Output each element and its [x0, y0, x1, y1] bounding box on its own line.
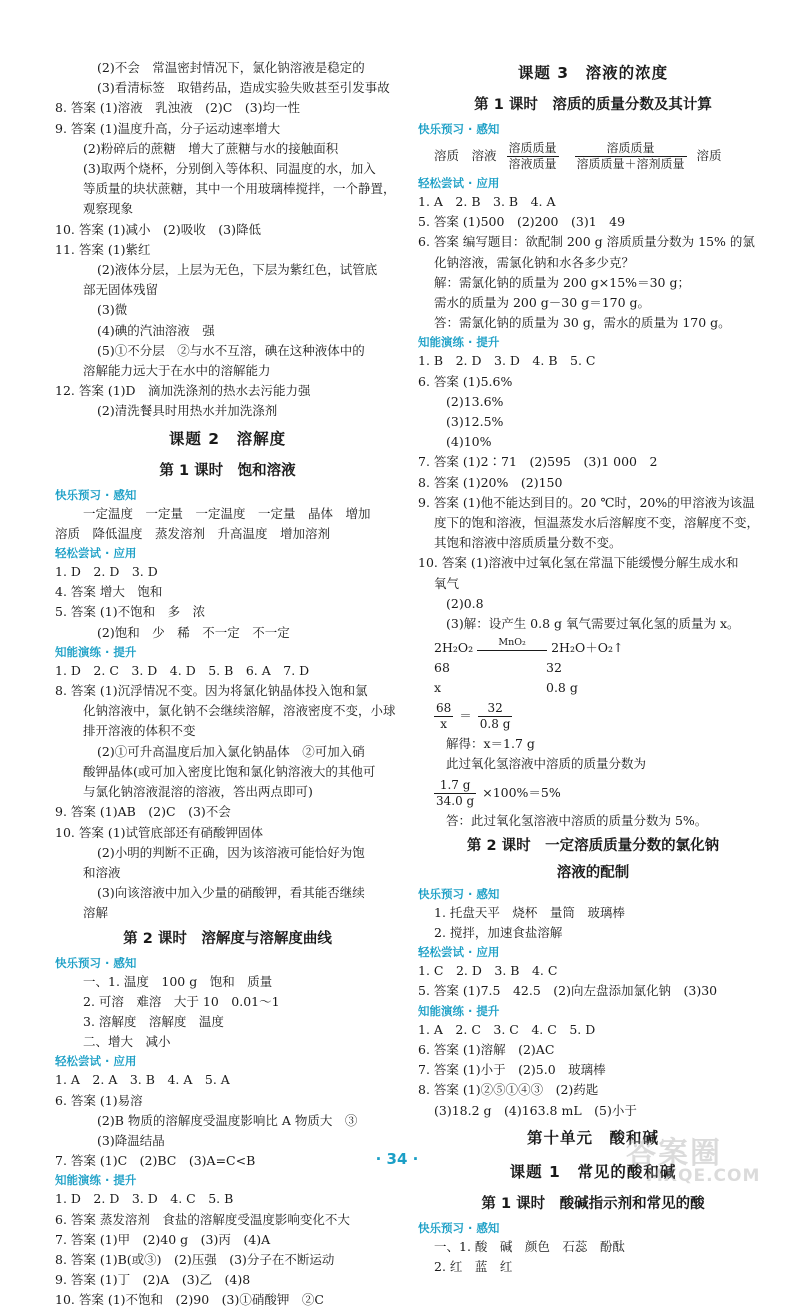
left-column	[55, 58, 400, 1311]
text-line: 7. 答案 (1)小于 (2)5.0 玻璃棒	[418, 1062, 606, 1078]
text-line: (3)取两个烧杯，分别倒入等体积、同温度的水，加入	[83, 161, 376, 177]
section-tag: 轻松尝试 · 应用	[55, 546, 137, 561]
text-line: 3. 溶解度 溶解度 温度	[83, 1013, 224, 1029]
text-line: 1. C 2. D 3. B 4. C	[418, 963, 558, 979]
fraction-denominator: 34.0 g	[436, 793, 475, 808]
text-line: 5. 答案 (1)500 (2)200 (3)1 49	[418, 214, 626, 230]
fraction-denominator: 溶液质量	[508, 157, 557, 171]
text-line: 与氯化钠溶液混溶的溶液，答出两点即可)	[83, 784, 313, 800]
text-line: 2. 红 蓝 红	[434, 1258, 513, 1274]
fraction-numerator: 溶质质量	[508, 141, 557, 155]
section-tag: 轻松尝试 · 应用	[418, 945, 500, 960]
period-title: 第 2 课时 一定溶质质量分数的氯化钠	[466, 837, 720, 854]
text-line: 和溶液	[83, 864, 121, 880]
text-line: (5)①不分层 ②与水不互溶，碘在这种液体中的	[97, 342, 365, 358]
watermark-logo	[626, 1128, 776, 1188]
text-line: 1. D 2. D 3. D 4. C 5. B	[55, 1191, 234, 1207]
fraction-denominator: 0.8 g	[479, 717, 511, 732]
fraction-numerator: 68	[436, 701, 452, 716]
text-line: 8. 答案 (1)溶液 乳浊液 (2)C (3)均一性	[55, 100, 301, 116]
text-word: 溶质	[434, 148, 460, 163]
text-line: 6. 答案 (1)5.6%	[418, 373, 513, 389]
equation-value: x	[434, 680, 442, 696]
text-line: (3)向该溶液中加入少量的硝酸钾，看其能否继续	[97, 885, 365, 901]
section-tag: 快乐预习 · 感知	[418, 886, 500, 901]
text-line: 部无固体残留	[83, 282, 159, 298]
preview-formula-row	[418, 138, 768, 174]
period-title-cont: 溶液的配制	[556, 864, 630, 881]
arrow-bar	[477, 650, 547, 651]
text-line: 排开溶液的体积不变	[83, 723, 196, 739]
section-tag: 知能演练 · 提升	[418, 1003, 500, 1018]
text-line: 6. 答案 (1)易溶	[55, 1092, 143, 1108]
equation-row	[418, 678, 768, 698]
text-line: (2)粉碎后的蔗糖 增大了蔗糖与水的接触面积	[83, 140, 339, 156]
text-line: 1. A 2. B 3. B 4. A	[418, 194, 556, 209]
text-line: (3)解：设产生 0.8 g 氧气需要过氧化氢的质量为 x。	[446, 616, 740, 632]
text-line: (2)13.6%	[446, 393, 504, 409]
text-line: 7. 答案 (1)2∶71 (2)595 (3)1 000 2	[418, 454, 658, 470]
text-line: 解：需氯化钠的质量为 200 g×15%＝30 g；	[434, 274, 690, 290]
text-line: (3)微	[97, 302, 128, 318]
section-tag: 快乐预习 · 感知	[55, 487, 137, 502]
equation-value: 0.8 g	[546, 680, 578, 696]
text-line: (4)碘的汽油溶液 强	[97, 322, 215, 338]
fraction-numerator: 1.7 g	[434, 778, 476, 794]
text-line: 6. 答案 编写题目：欲配制 200 g 溶质质量分数为 15% 的氯	[418, 234, 755, 250]
text-line: 氧气	[434, 575, 460, 591]
page-number: · 34 ·	[375, 1150, 419, 1168]
text-line: (3)18.2 g (4)163.8 mL (5)小于	[434, 1102, 637, 1118]
text-line: 7. 答案 (1)C (2)BC (3)A=C<B	[55, 1153, 256, 1169]
text-line: 一、1. 酸 碱 颜色 石蕊 酚酞	[434, 1238, 625, 1254]
period-title: 第 1 课时 酸碱指示剂和常见的酸	[481, 1195, 705, 1212]
section-tag: 轻松尝试 · 应用	[55, 1054, 137, 1069]
text-line: 1. A 2. A 3. B 4. A 5. A	[55, 1072, 230, 1088]
text-line: (2)饱和 少 稀 不一定 不一定	[97, 624, 290, 640]
text-line: 9. 答案 (1)温度升高，分子运动速率增大	[55, 120, 281, 136]
text-line: 溶解	[83, 905, 109, 921]
text-line: 6. 答案 蒸发溶剂 食盐的溶解度受温度影响变化不大	[55, 1211, 350, 1227]
period-title: 第 1 课时 饱和溶液	[159, 462, 296, 479]
text-line: 酸钾晶体(或可加入密度比饱和氯化钠溶液大的其他可	[83, 763, 376, 779]
section-tag: 知能演练 · 提升	[55, 1173, 137, 1188]
text-line: 8. 答案 (1)B(或③) (2)压强 (3)分子在不断运动	[55, 1251, 335, 1267]
unit-title: 第十单元 酸和碱	[526, 1128, 659, 1147]
text-line: (2)清洗餐具时用热水并加洗涤剂	[97, 403, 278, 419]
text-line: 等质量的块状蔗糖，其中一个用玻璃棒搅拌，一个静置，	[83, 181, 396, 197]
equation-product: 2H₂O＋O₂↑	[551, 640, 624, 656]
fraction-denominator: x	[440, 717, 448, 732]
text-line: 溶质 降低温度 蒸发溶剂 升高温度 增加溶剂	[55, 525, 331, 541]
text-line: 12. 答案 (1)D 滴加洗涤剂的热水去污能力强	[55, 383, 311, 399]
text-line: 6. 答案 (1)溶解 (2)AC	[418, 1041, 555, 1057]
text-line: 其饱和溶液中溶质质量分数不变。	[434, 535, 622, 551]
period-title: 第 2 课时 溶解度与溶解度曲线	[123, 930, 332, 947]
text-line: 11. 答案 (1)紫红	[55, 241, 151, 257]
text-line: 1. 托盘天平 烧杯 量筒 玻璃棒	[434, 904, 625, 920]
text-line: (3)看清标签 取错药品，造成实验失败甚至引发事故	[97, 80, 390, 96]
lesson-title: 课题 2 溶解度	[168, 429, 287, 448]
section-tag: 知能演练 · 提升	[55, 644, 137, 659]
text-line: (3)12.5%	[446, 414, 504, 430]
text-line: 8. 答案 (1)20% (2)150	[418, 474, 563, 490]
lesson-title: 课题 3 溶液的浓度	[517, 64, 669, 82]
percent-tail: ×100%＝5%	[482, 784, 561, 800]
text-line: 二、增大 减小	[83, 1034, 171, 1050]
text-line: 8. 答案 (1)②⑤①④③ (2)药匙	[418, 1082, 599, 1098]
text-line: 8. 答案 (1)沉浮情况不变。因为将氯化钠晶体投入饱和氯	[55, 683, 368, 699]
equation-reactant: 2H₂O₂	[434, 640, 474, 656]
text-line: 10. 答案 (1)溶液中过氧化氢在常温下能缓慢分解生成水和	[418, 555, 739, 571]
text-line: 溶解能力远大于在水中的溶解能力	[83, 363, 271, 379]
text-line: 观察现象	[83, 201, 134, 217]
text-line: 化钠溶液中，氯化钠不会继续溶解，溶液密度不变，小球	[83, 703, 396, 719]
text-line: (2)①可升高温度后加入氯化钠晶体 ②可加入硝	[97, 743, 365, 759]
ratio-row	[418, 698, 768, 734]
percent-row	[418, 775, 768, 811]
text-line: 解得：x＝1.7 g	[446, 736, 535, 752]
section-tag: 快乐预习 · 感知	[418, 122, 500, 136]
text-line: 7. 答案 (1)甲 (2)40 g (3)丙 (4)A	[55, 1231, 271, 1247]
fraction	[434, 701, 453, 732]
section-tag: 快乐预习 · 感知	[418, 1220, 500, 1235]
text-line: 化钠溶液，需氯化钠和水各多少克？	[434, 254, 635, 270]
text-line: (2)0.8	[446, 595, 484, 611]
equation-value: 68	[434, 660, 450, 676]
section-tag: 轻松尝试 · 应用	[418, 176, 500, 190]
period-title: 第 1 课时 溶质的质量分数及其计算	[474, 97, 712, 113]
text-line: 1. A 2. C 3. C 4. C 5. D	[418, 1021, 596, 1037]
text-line: 答：此过氧化氢溶液中溶质的质量分数为 5%。	[446, 812, 708, 828]
text-line: 10. 答案 (1)减小 (2)吸收 (3)降低	[55, 221, 261, 237]
fraction-numerator: 32	[478, 701, 513, 717]
lesson-title: 课题 1 常见的酸和碱	[509, 1162, 677, 1181]
fraction-denominator: 溶质质量＋溶剂质量	[576, 157, 685, 171]
watermark-text: 答案圈	[626, 1136, 722, 1171]
catalyst-label: MnO₂	[498, 637, 526, 649]
text-line: 2. 可溶 难溶 大于 10 0.01～1	[83, 993, 280, 1009]
equation-value: 32	[546, 660, 562, 676]
watermark-url: MXQE.COM	[646, 1166, 761, 1186]
text-line: (3)降温结晶	[97, 1132, 165, 1148]
text-line: 10. 答案 (1)试管底部还有硝酸钾固体	[55, 824, 264, 840]
fraction	[575, 141, 687, 172]
text-word: 溶质	[696, 148, 722, 163]
text-word: 溶液	[471, 148, 497, 163]
fraction	[507, 141, 559, 172]
section-tag: 快乐预习 · 感知	[55, 955, 137, 970]
right-column	[418, 58, 768, 1277]
text-line: (4)10%	[446, 434, 492, 450]
fraction	[434, 778, 476, 809]
text-line: (2)不会 常温密封情况下，氯化钠溶液是稳定的	[97, 60, 365, 75]
text-line: (2)液体分层，上层为无色，下层为紫红色，试管底	[97, 262, 378, 278]
text-line: 9. 答案 (1)AB (2)C (3)不会	[55, 804, 231, 820]
text-line: 5. 答案 (1)7.5 42.5 (2)向左盘添加氯化钠 (3)30	[418, 983, 718, 999]
text-line: 答：需氯化钠的质量为 30 g，需水的质量为 170 g。	[434, 315, 731, 331]
reaction-arrow	[477, 638, 547, 651]
text-line: 此过氧化氢溶液中溶质的质量分数为	[446, 756, 647, 772]
equation-row	[418, 658, 768, 678]
text-line: 1. D 2. D 3. D	[55, 564, 158, 580]
equals-sign: ＝	[459, 708, 472, 724]
text-line: 一定温度 一定量 一定温度 一定量 晶体 增加	[83, 505, 371, 521]
text-line: 9. 答案 (1)丁 (2)A (3)乙 (4)8	[55, 1272, 251, 1288]
text-line: 1. D 2. C 3. D 4. D 5. B 6. A 7. D	[55, 662, 310, 678]
text-line: 10. 答案 (1)不饱和 (2)90 (3)①硝酸钾 ②C	[55, 1292, 324, 1308]
fraction-numerator: 溶质质量	[575, 141, 687, 157]
section-tag: 知能演练 · 提升	[418, 335, 500, 350]
text-line: 9. 答案 (1)他不能达到目的。20 ℃时，20%的甲溶液为该温	[418, 494, 755, 510]
text-line: 4. 答案 增大 饱和	[55, 584, 163, 600]
text-line: (2)B 物质的溶解度受温度影响比 A 物质大 ③	[97, 1112, 358, 1128]
text-line: 5. 答案 (1)不饱和 多 浓	[55, 604, 206, 620]
fraction	[478, 701, 513, 732]
text-line: 度下的饱和溶液，恒温蒸发水后溶解度不变，溶解度不变，	[434, 515, 760, 531]
text-line: (2)小明的判断不正确，因为该溶液可能恰好为饱	[97, 844, 365, 860]
text-line: 一、1. 温度 100 g 饱和 质量	[83, 973, 273, 989]
text-line: 需水的质量为 200 g－30 g＝170 g。	[434, 295, 651, 311]
text-line: 1. B 2. D 3. D 4. B 5. C	[418, 353, 596, 369]
text-line: 2. 搅拌，加速食盐溶解	[434, 925, 563, 941]
chemical-equation	[418, 638, 768, 658]
